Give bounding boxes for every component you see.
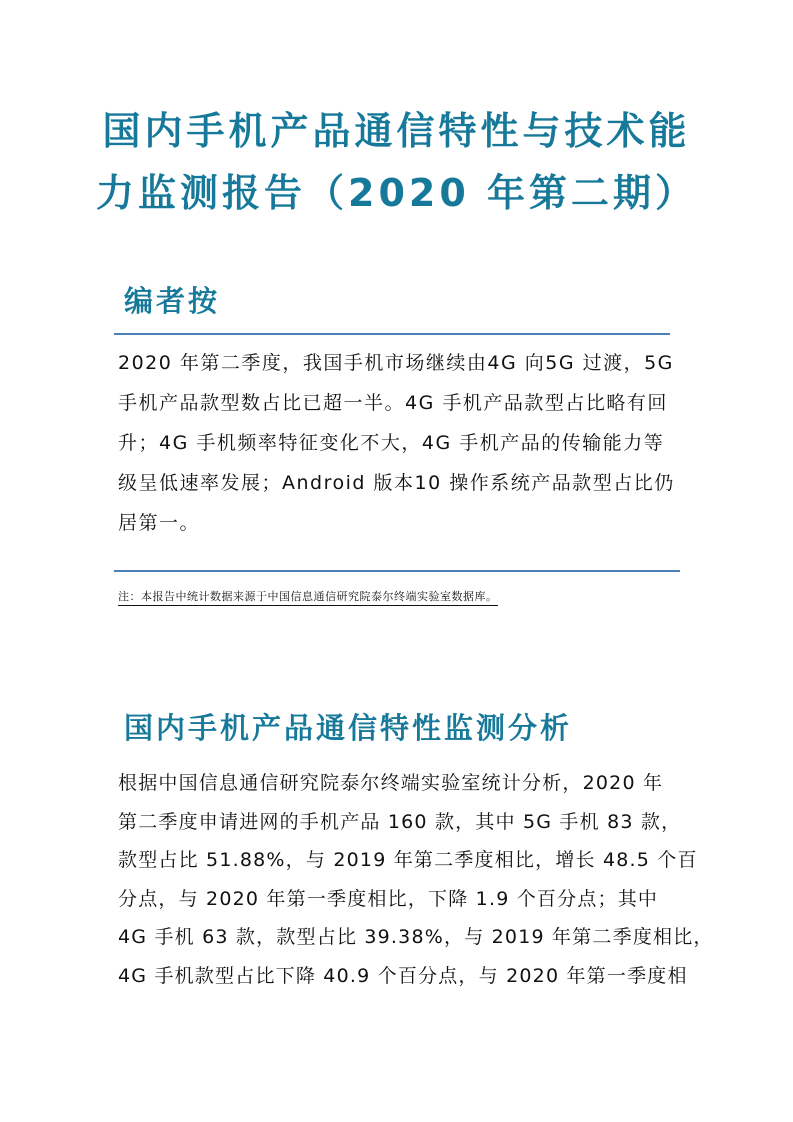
report-title-line-2: 力监测报告（2020 年第二期）	[96, 171, 697, 215]
data-source-footnote: 注：本报告中统计数据来源于中国信息通信研究院泰尔终端实验室数据库。	[118, 590, 498, 606]
analysis-line: 分点，与 2020 年第一季度相比，下降 1.9 个百分点；其中	[118, 887, 659, 910]
editor-note-line: 级呈低速率发展；Android 版本10 操作系统产品款型占比仍	[118, 472, 675, 494]
editor-note-line: 升；4G 手机频率特征变化不大，4G 手机产品的传输能力等	[118, 432, 665, 454]
editor-note-bottom-divider	[114, 570, 680, 572]
analysis-line: 4G 手机 63 款，款型占比 39.38%，与 2019 年第二季度相比，	[118, 926, 714, 948]
editor-note-top-divider	[114, 333, 670, 335]
editor-note-heading: 编者按	[124, 284, 221, 318]
analysis-heading: 国内手机产品通信特性监测分析	[124, 711, 573, 745]
report-title-line-1: 国内手机产品通信特性与技术能	[102, 109, 691, 153]
editor-note-body	[118, 343, 675, 543]
editor-note-line: 居第一。	[118, 512, 201, 534]
editor-note-line: 手机产品款型数占比已超一半。4G 手机产品款型占比略有回	[118, 392, 668, 414]
analysis-line: 款型占比 51.88%，与 2019 年第二季度相比，增长 48.5 个百	[118, 849, 698, 871]
analysis-body	[118, 764, 714, 995]
analysis-line: 根据中国信息通信研究院泰尔终端实验室统计分析，2020 年	[118, 772, 664, 794]
analysis-line: 第二季度申请进网的手机产品 160 款，其中 5G 手机 83 款，	[118, 810, 682, 833]
analysis-line: 4G 手机款型占比下降 40.9 个百分点，与 2020 年第一季度相	[118, 964, 688, 987]
editor-note-line: 2020 年第二季度，我国手机市场继续由4G 向5G 过渡，5G	[118, 352, 674, 374]
